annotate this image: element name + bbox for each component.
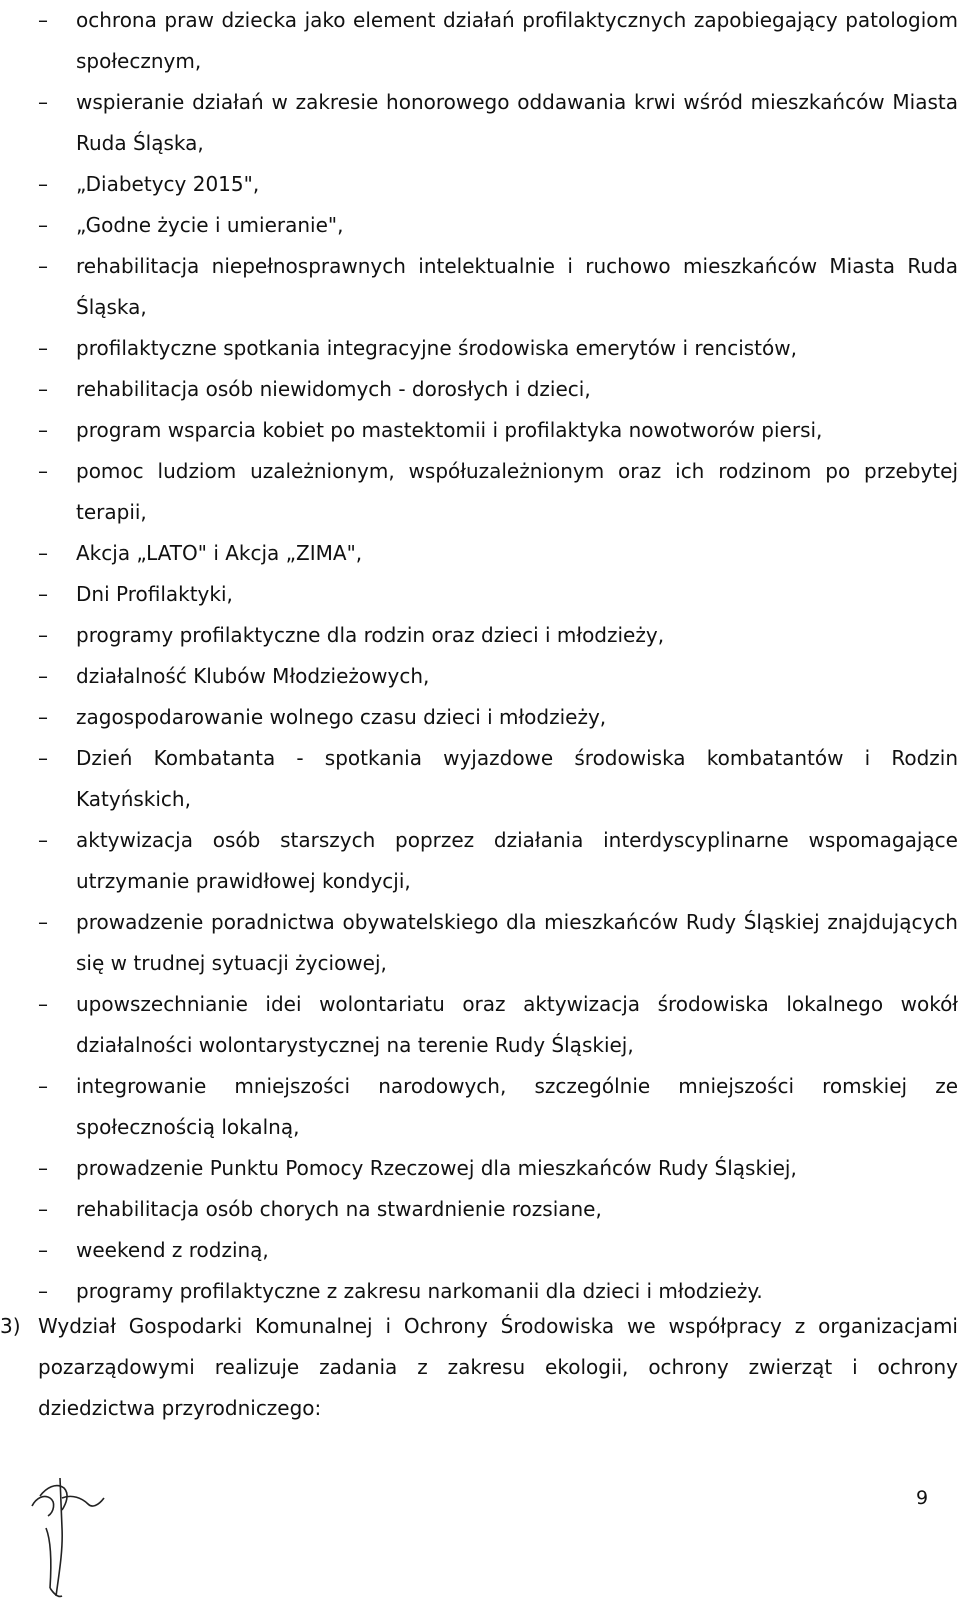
list-item-text: zagospodarowanie wolnego czasu dzieci i młodzieży, xyxy=(76,705,607,729)
list-dash: – xyxy=(38,377,48,401)
list-item-text: aktywizacja osób starszych poprzez działania interdyscyplinarne wspomagające utrzymanie prawidłowej kondycji, xyxy=(76,828,958,893)
list-dash: – xyxy=(38,336,48,360)
list-item-text: profilaktyczne spotkania integracyjne środowiska emerytów i rencistów, xyxy=(76,336,797,360)
list-item xyxy=(38,369,958,410)
list-dash: – xyxy=(38,1238,48,1262)
list-item-text: rehabilitacja osób chorych na stwardnienie rozsiane, xyxy=(76,1197,602,1221)
list-dash: – xyxy=(38,418,48,442)
list-dash: – xyxy=(38,1279,48,1303)
list-item xyxy=(38,656,958,697)
list-item xyxy=(38,0,958,82)
list-item-text: ochrona praw dziecka jako element działań profilaktycznych zapobiegający patologiom społecznym, xyxy=(76,8,958,73)
list-item-text: „Diabetycy 2015", xyxy=(76,172,260,196)
list-item xyxy=(38,533,958,574)
list-item-text: upowszechnianie idei wolontariatu oraz aktywizacja środowiska lokalnego wokół działalności wolontarystycznej na terenie Rudy Śląskiej, xyxy=(76,992,958,1057)
list-item xyxy=(38,164,958,205)
list-item-text: programy profilaktyczne z zakresu narkomanii dla dzieci i młodzieży. xyxy=(76,1279,763,1303)
list-dash: – xyxy=(38,541,48,565)
list-dash: – xyxy=(38,213,48,237)
list-item-text: działalność Klubów Młodzieżowych, xyxy=(76,664,430,688)
section-number: 3) xyxy=(0,1314,21,1338)
list-item xyxy=(38,902,958,984)
list-dash: – xyxy=(38,1074,48,1098)
list-dash: – xyxy=(38,254,48,278)
page-number: 9 xyxy=(916,1487,929,1509)
list-dash: – xyxy=(38,664,48,688)
list-item xyxy=(38,328,958,369)
list-item-text: program wsparcia kobiet po mastektomii i profilaktyka nowotworów piersi, xyxy=(76,418,823,442)
list-item-text: Dni Profilaktyki, xyxy=(76,582,233,606)
list-item xyxy=(38,697,958,738)
list-item-text: Akcja „LATO" i Akcja „ZIMA", xyxy=(76,541,363,565)
list-item-text: Dzień Kombatanta - spotkania wyjazdowe środowiska kombatantów i Rodzin Katyńskich, xyxy=(76,746,958,811)
list-item xyxy=(38,1230,958,1271)
list-item-text: prowadzenie Punktu Pomocy Rzeczowej dla mieszkańców Rudy Śląskiej, xyxy=(76,1156,797,1180)
list-item xyxy=(38,451,958,533)
list-item xyxy=(38,574,958,615)
handwritten-signature xyxy=(26,1468,116,1603)
list-item-text: weekend z rodziną, xyxy=(76,1238,269,1262)
list-item-text: pomoc ludziom uzależnionym, współuzależnionym oraz ich rodzinom po przebytej terapii, xyxy=(76,459,958,524)
list-item xyxy=(38,1148,958,1189)
section-text: Wydział Gospodarki Komunalnej i Ochrony Środowiska we współpracy z organizacjami pozarządowymi realizuje zadania z zakresu ekologii, ochrony zwierząt i ochrony dziedzictwa przyrodniczego: xyxy=(38,1314,958,1420)
list-dash: – xyxy=(38,828,48,852)
list-dash: – xyxy=(38,992,48,1016)
list-item-text: integrowanie mniejszości narodowych, szczególnie mniejszości romskiej ze społecznością lokalną, xyxy=(76,1074,958,1139)
list-dash: – xyxy=(38,582,48,606)
list-dash: – xyxy=(38,8,48,32)
list-dash: – xyxy=(38,172,48,196)
list-item xyxy=(38,1189,958,1230)
list-dash: – xyxy=(38,1197,48,1221)
list-item xyxy=(38,246,958,328)
list-item xyxy=(38,738,958,820)
list-dash: – xyxy=(38,623,48,647)
list-dash: – xyxy=(38,90,48,114)
task-list xyxy=(38,0,958,1312)
list-item xyxy=(38,410,958,451)
list-dash: – xyxy=(38,746,48,770)
list-item-text: rehabilitacja niepełnosprawnych intelektualnie i ruchowo mieszkańców Miasta Ruda Śląska, xyxy=(76,254,958,319)
list-item xyxy=(38,82,958,164)
list-item-text: programy profilaktyczne dla rodzin oraz dzieci i młodzieży, xyxy=(76,623,665,647)
list-item-text: prowadzenie poradnictwa obywatelskiego dla mieszkańców Rudy Śląskiej znajdujących się w trudnej sytuacji życiowej, xyxy=(76,910,958,975)
list-item xyxy=(38,820,958,902)
list-item xyxy=(38,984,958,1066)
list-dash: – xyxy=(38,1156,48,1180)
list-dash: – xyxy=(38,910,48,934)
list-dash: – xyxy=(38,459,48,483)
section-3 xyxy=(0,1306,958,1429)
list-item xyxy=(38,615,958,656)
list-item-text: „Godne życie i umieranie", xyxy=(76,213,344,237)
list-dash: – xyxy=(38,705,48,729)
list-item-text: wspieranie działań w zakresie honorowego oddawania krwi wśród mieszkańców Miasta Ruda Śląska, xyxy=(76,90,958,155)
list-item xyxy=(38,1066,958,1148)
list-item xyxy=(38,205,958,246)
list-item-text: rehabilitacja osób niewidomych - dorosłych i dzieci, xyxy=(76,377,591,401)
